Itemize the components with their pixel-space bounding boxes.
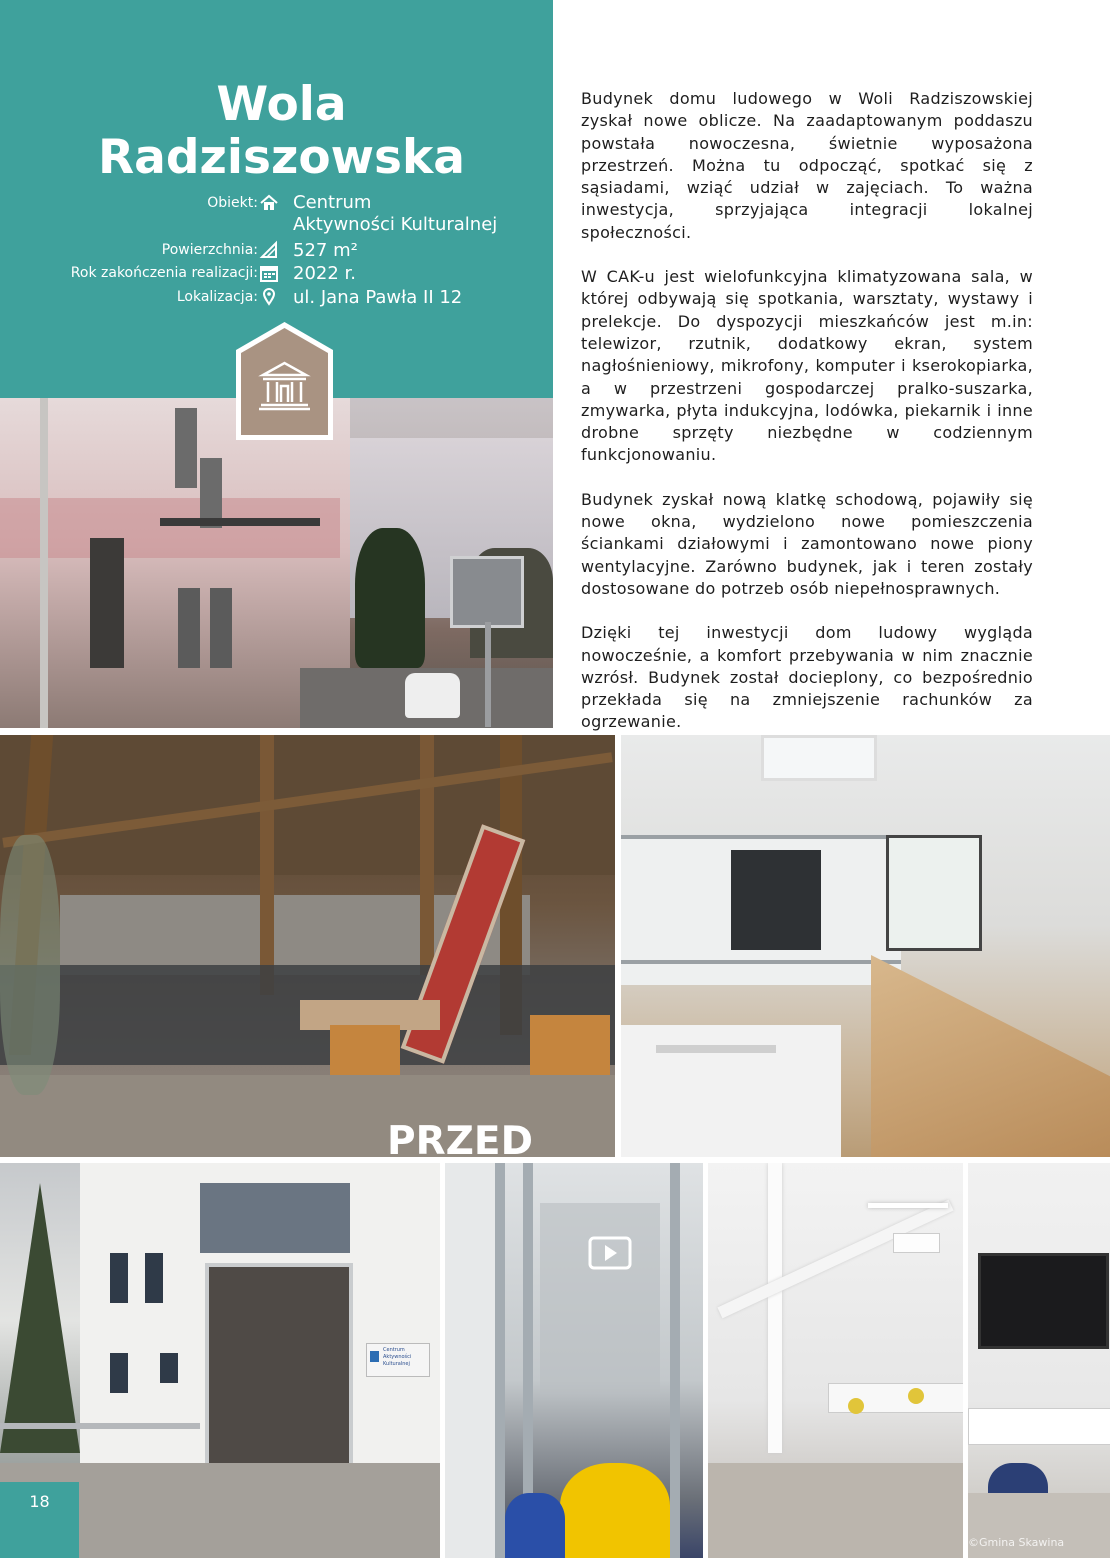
field-label-obiekt: Obiekt: [207,195,258,211]
field-label-rok: Rok zakończenia realizacji: [70,265,258,281]
map-pin-icon [259,286,279,306]
article-body [581,88,1033,756]
field-value-rok: 2022 r. [293,263,356,284]
title-line-2: Radziszowska [97,130,465,185]
obiekt-line-1: Centrum [293,192,372,213]
before-label: PRZED [387,1119,533,1164]
field-value-powierzchnia: 527 m² [293,240,358,261]
field-label-lokalizacja: Lokalizacja: [176,289,258,305]
photo-glass-wall-after [445,1163,703,1558]
home-icon [259,193,279,213]
paragraph-1: Budynek domu ludowego w Woli Radziszowskiej zyskał nowe oblicze. Na zaadaptowanym poddaszu powstała nowoczesna, świetnie wyposażona przestrzeń. Można tu odpocząć, spotkać się z sąsiadami, wziąć udział w zajęciach. To ważna inwestycja, sprzyjająca integracji lokalnej społeczności. [581,89,1033,242]
field-value-lokalizacja: ul. Jana Pawła II 12 [293,287,463,308]
paragraph-3: Budynek zyskał nową klatkę schodową, pojawiły się nowe okna, wydzielono nowe pomieszczenia ściankami działowymi i zamontowano nowe piony wentylacyjne. Zarówno budynek, jak i teren zostały dostosowane do potrzeb osób niepełnosprawnych. [581,489,1033,598]
calendar-icon [259,263,279,283]
building-sign [366,1343,430,1377]
photo-meeting-room-after [708,1163,963,1558]
paragraph-2: W CAK-u jest wielofunkcyjna klimatyzowana sala, w której odbywają się spotkania, warsztaty, wystawy i prelekcje. Do dyspozycji mieszkańców jest m.in: telewizor, rzutnik, dodatkowy ekran, system nagłośnieniowy, mikrofony, komputer i kserokopiarka, a w przestrzeni gospodarczej pralko-suszarka, zmywarka, płyta indukcyjna, lodówka, piekarnik i inne drobne sprzęty niezbędne w codziennym funkcjonowaniu. [581,267,1033,465]
field-label-powierzchnia: Powierzchnia: [161,242,258,258]
paragraph-4: Dzięki tej inwestycji dom ludowy wygląda nowocześnie, a komfort przebywania w nim znacznie wzrósł. Budynek został docieplony, co bezpośrednio przekłada się na zmniejszenie rachunków za ogrzewanie. [581,623,1033,732]
obiekt-line-2: Aktywności Kulturalnej [293,214,498,235]
photo-building-before [0,398,553,728]
page-title [0,78,563,184]
photo-attic-before [0,735,615,1157]
photo-staircase-after [621,735,1110,1157]
area-triangle-icon [259,240,279,260]
video-play-icon [585,1233,635,1273]
page-number: 18 [0,1482,79,1558]
photo-credit: ©Gmina Skawina [968,1536,1065,1549]
photo-tv-room-after [968,1163,1110,1558]
sign-line-1: Centrum Aktywności [383,1347,412,1360]
title-line-1: Wola [216,77,347,132]
emblem-house [236,322,333,440]
field-value-obiekt [293,192,497,236]
sign-line-2: Kulturalnej [383,1361,410,1367]
